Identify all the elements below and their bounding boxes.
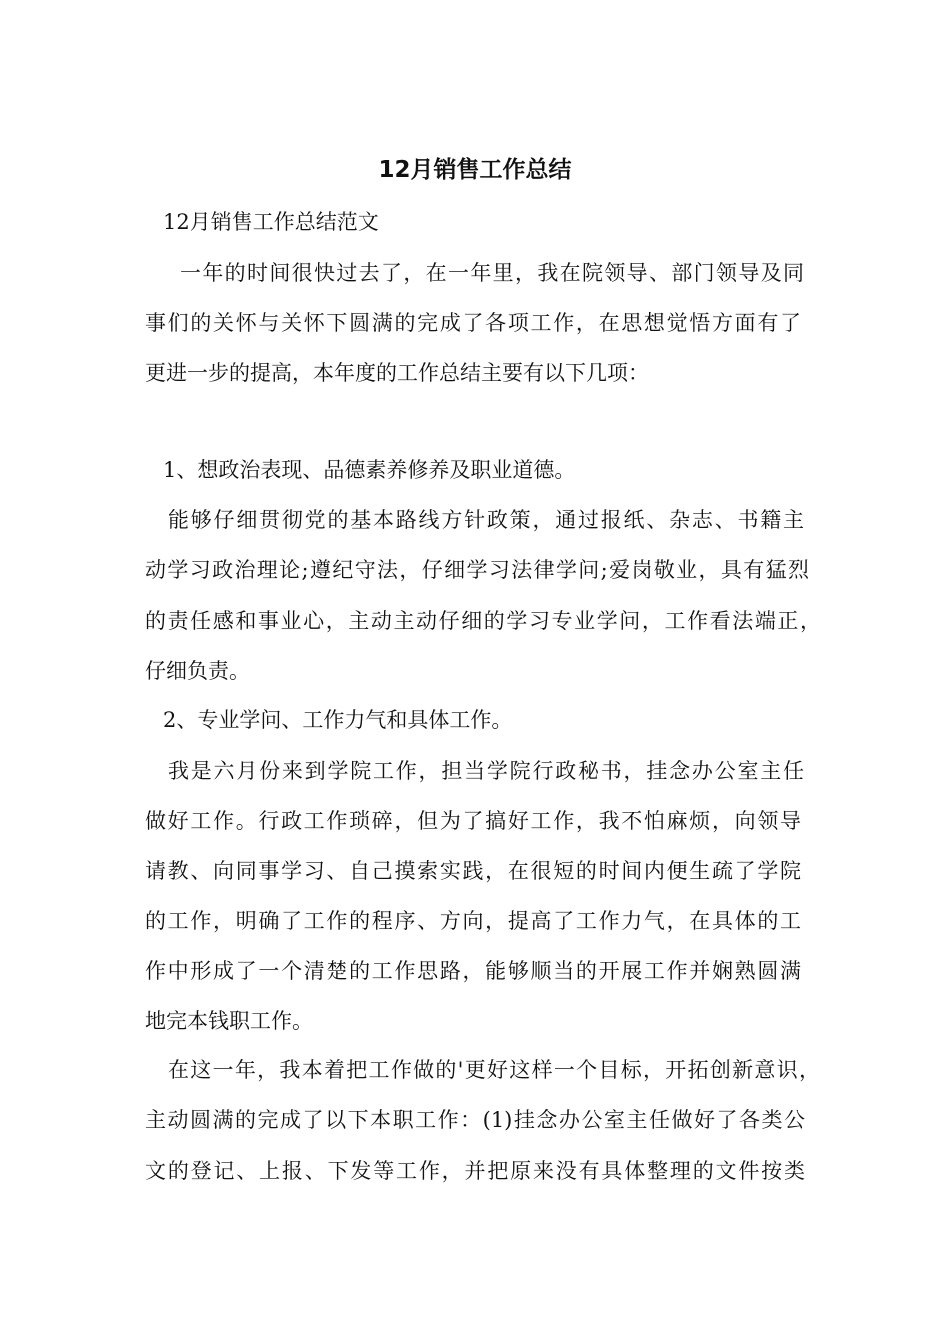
paragraph-line: 的工作，明确了工作的程序、方向，提高了工作力气，在具体的工 [145, 909, 801, 933]
paragraph-line: 事们的关怀与关怀下圆满的完成了各项工作，在思想觉悟方面有了 [145, 311, 801, 335]
paragraph-line: 地完本钱职工作。 [145, 1009, 313, 1033]
paragraph-line: 文的登记、上报、下发等工作，并把原来没有具体整理的文件按类 [145, 1159, 805, 1183]
document-title: 12月销售工作总结 [378, 157, 572, 183]
paragraph-line: 做好工作。行政工作琐碎，但为了搞好工作，我不怕麻烦，向领导 [145, 809, 801, 833]
paragraph-line: 我是六月份来到学院工作，担当学院行政秘书，挂念办公室主任 [168, 759, 804, 783]
paragraph-line: 作中形成了一个清楚的工作思路，能够顺当的开展工作并娴熟圆满 [145, 959, 801, 983]
paragraph-line: 仔细负责。 [145, 659, 250, 683]
paragraph-line: 动学习政治理论;遵纪守法，仔细学习法律学问;爱岗敬业，具有猛烈 [145, 558, 809, 582]
paragraph-line: 的责任感和事业心，主动主动仔细的学习专业学问，工作看法端正， [145, 609, 821, 633]
section-heading: 1、想政治表现、品德素养修养及职业道德。 [163, 458, 576, 482]
paragraph-line: 一年的时间很快过去了，在一年里，我在院领导、部门领导及同 [180, 261, 804, 285]
paragraph-line: 在这一年，我本着把工作做的'更好这样一个目标，开拓创新意识， [168, 1058, 820, 1082]
paragraph-line: 请教、向同事学习、自己摸索实践，在很短的时间内便生疏了学院 [145, 859, 801, 883]
section-heading: 2、专业学问、工作力气和具体工作。 [163, 708, 513, 732]
paragraph-line: 更进一步的提高，本年度的工作总结主要有以下几项： [145, 361, 649, 385]
document-subtitle: 12月销售工作总结范文 [163, 210, 379, 234]
paragraph-line: 能够仔细贯彻党的基本路线方针政策，通过报纸、杂志、书籍主 [168, 508, 804, 532]
paragraph-line: 主动圆满的完成了以下本职工作：(1)挂念办公室主任做好了各类公 [145, 1108, 805, 1132]
